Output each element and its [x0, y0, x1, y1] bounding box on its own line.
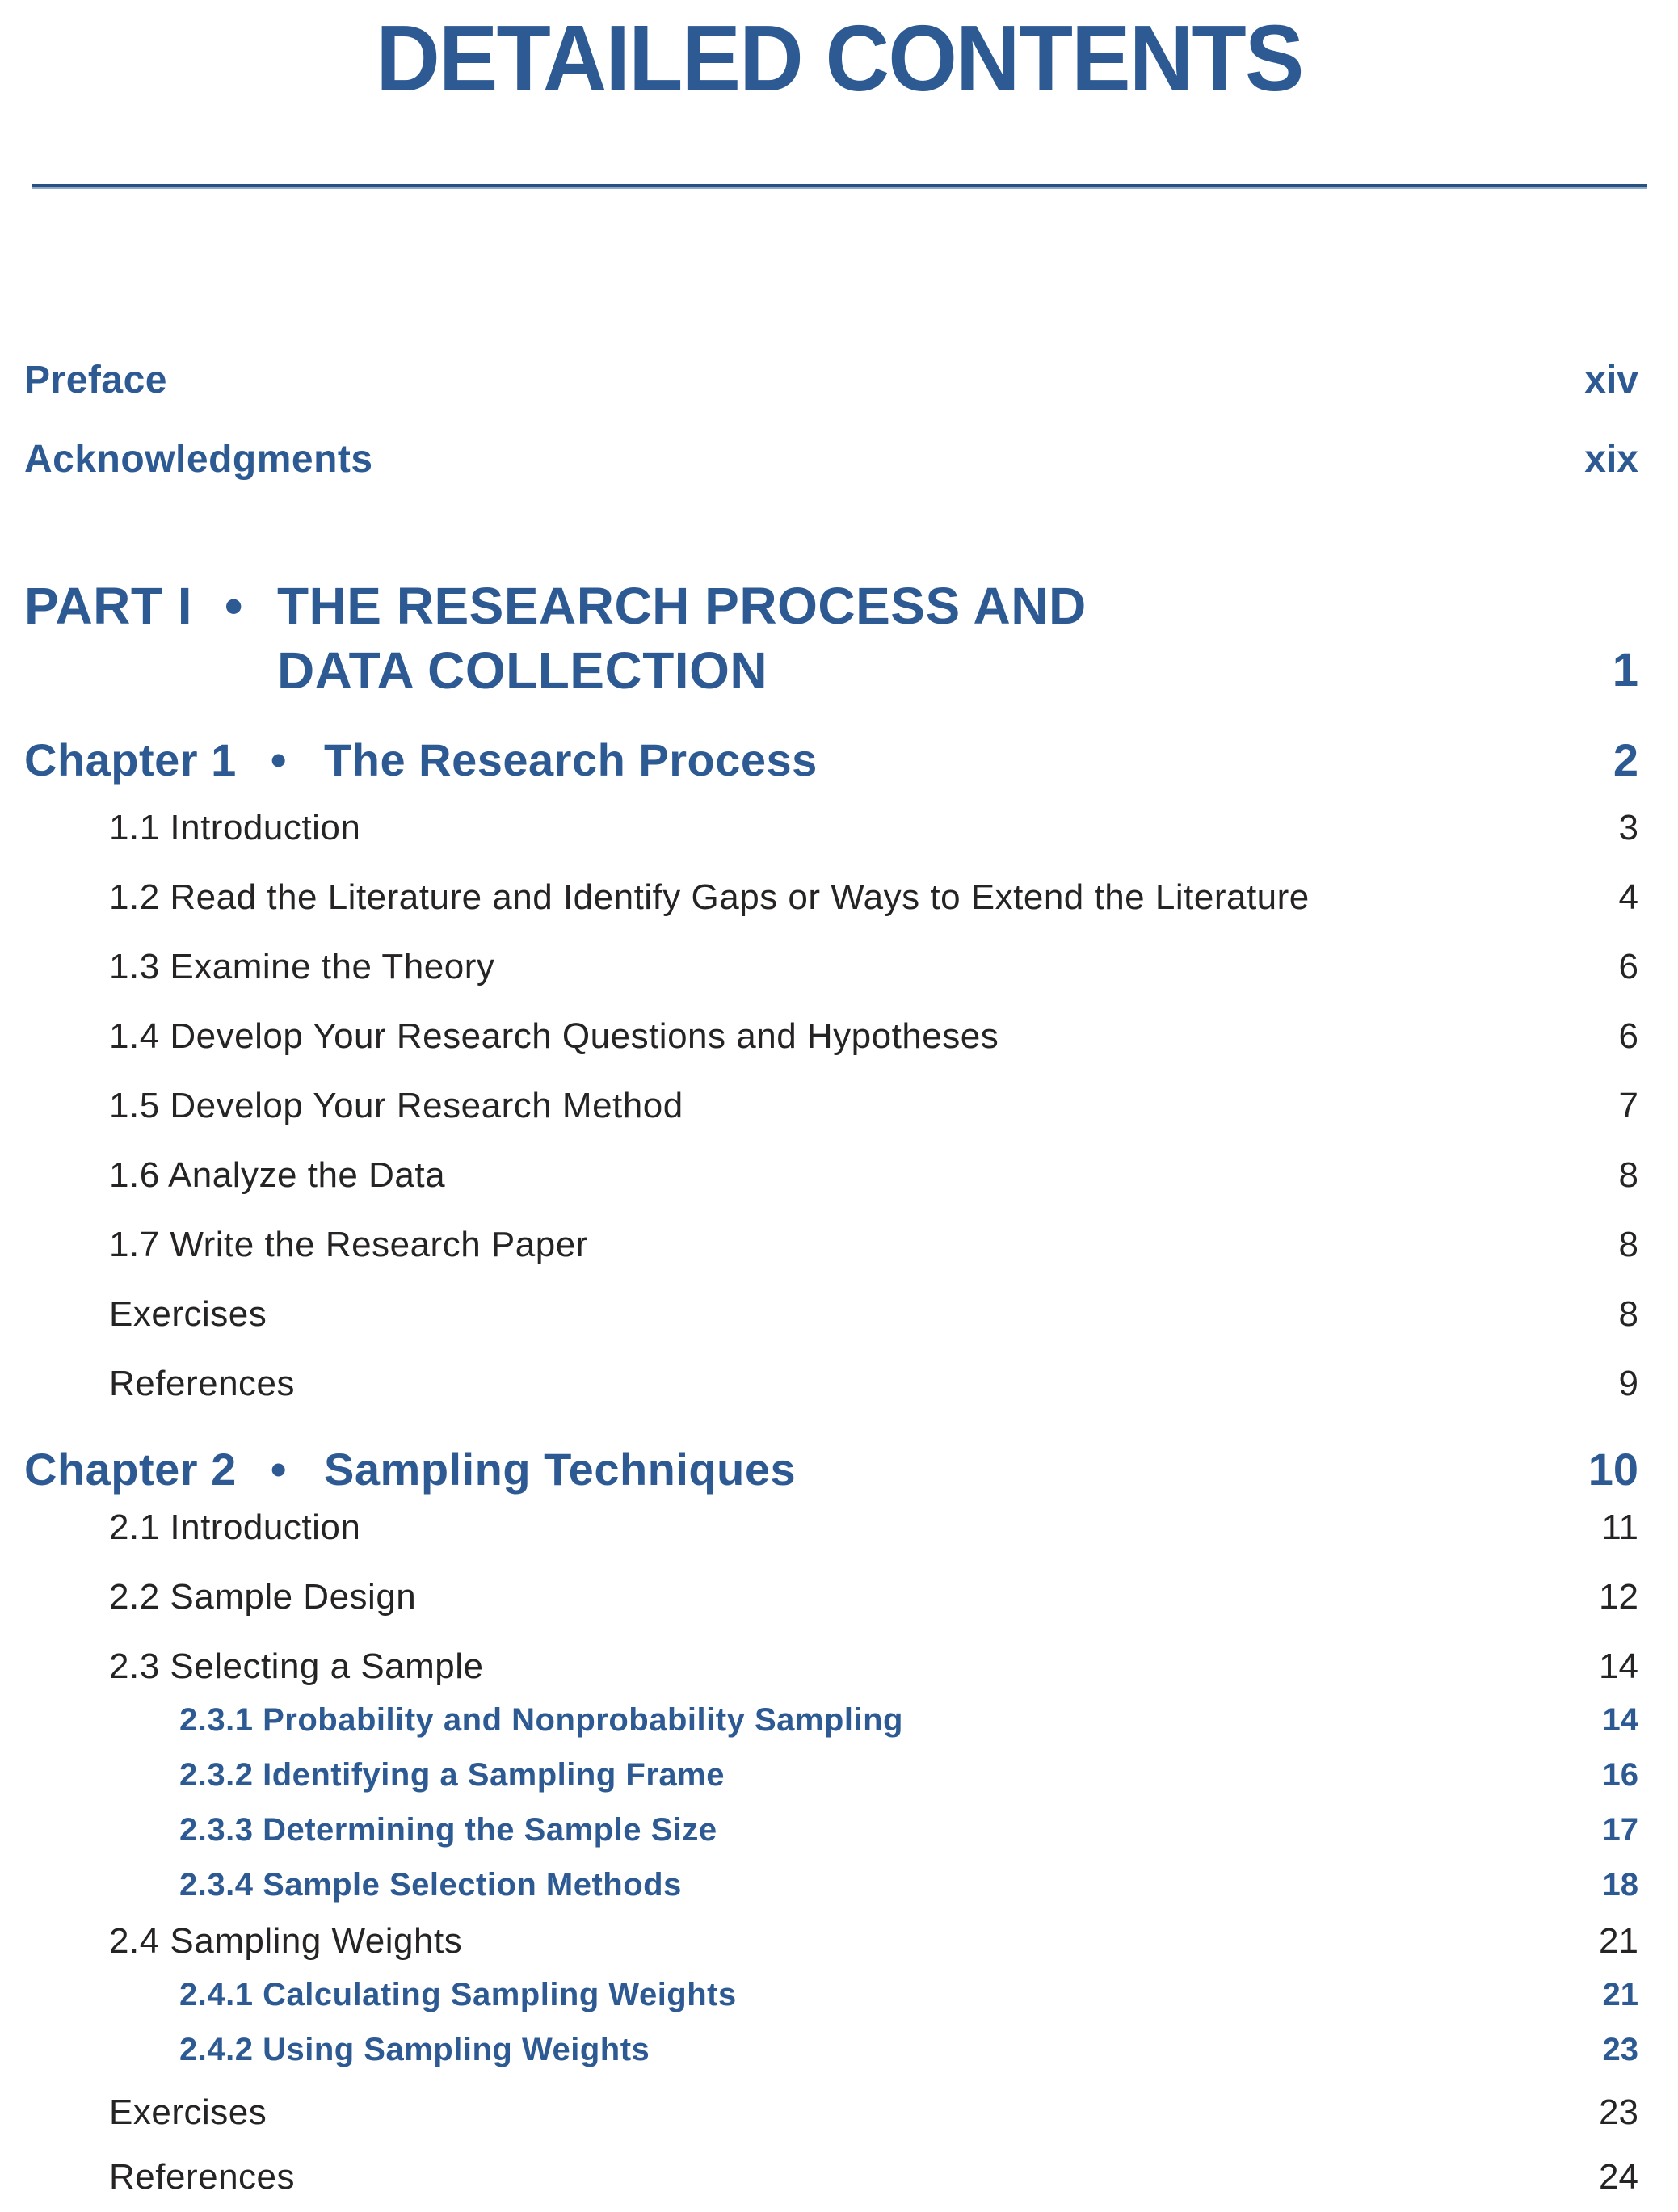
bullet-separator: •: [270, 734, 287, 785]
toc-entry-label: 1.3 Examine the Theory: [109, 947, 495, 986]
toc-entry-2-4[interactable]: [109, 1923, 1638, 1960]
part-heading: [24, 574, 1087, 703]
toc-entry-page: 2: [1613, 734, 1638, 785]
toc-entry-page: 7: [1618, 1086, 1638, 1125]
toc-entry-label: Exercises: [109, 1294, 267, 1334]
toc-entry-page: 3: [1618, 808, 1638, 847]
toc-entry-ch1-references[interactable]: [109, 1365, 1638, 1402]
part-title-line1: THE RESEARCH PROCESS AND: [276, 577, 1087, 635]
toc-entry-label: 1.1 Introduction: [109, 808, 361, 847]
toc-entry-page: 4: [1618, 877, 1638, 917]
toc-entry-page: 14: [1599, 1646, 1638, 1686]
toc-entry-label: 2.3.2 Identifying a Sampling Frame: [179, 1757, 725, 1793]
toc-entry-2-1[interactable]: [109, 1509, 1638, 1546]
toc-entry-ch2-exercises[interactable]: [109, 2094, 1638, 2131]
toc-entry-part-1[interactable]: [24, 574, 1638, 703]
toc-entry-label: References: [109, 1364, 296, 1403]
toc-entry-page: 1: [1612, 644, 1638, 696]
toc-entry-label: 2.3.1 Probability and Nonprobability Sampling: [179, 1702, 903, 1738]
toc-entry-page: 18: [1602, 1867, 1638, 1903]
toc-entry-2-3-1[interactable]: [179, 1703, 1638, 1737]
title-divider: [32, 184, 1647, 189]
chapter-title: The Research Process: [324, 734, 818, 785]
toc-entry-page: xiv: [1584, 359, 1638, 402]
toc-entry-page: 8: [1618, 1225, 1638, 1264]
toc-entry-page: 10: [1588, 1444, 1638, 1495]
bullet-separator: •: [225, 577, 243, 635]
toc-entry-page: 17: [1602, 1812, 1638, 1848]
toc-entry-page: xix: [1584, 438, 1638, 481]
toc-entry-page: 23: [1599, 2092, 1638, 2132]
chapter-title: Sampling Techniques: [324, 1444, 797, 1495]
toc-entry-label: 1.6 Analyze the Data: [109, 1155, 446, 1195]
toc-entry-2-2[interactable]: [109, 1579, 1638, 1616]
toc-entry-1-2[interactable]: [109, 879, 1638, 916]
toc-entry-page: 14: [1602, 1702, 1638, 1738]
toc-entry-2-3[interactable]: [109, 1648, 1638, 1685]
toc-entry-ch2-references[interactable]: [109, 2159, 1638, 2196]
toc-entry-1-5[interactable]: [109, 1087, 1638, 1125]
toc-entry-2-3-2[interactable]: [179, 1758, 1638, 1792]
bullet-separator: •: [270, 1444, 287, 1495]
part-title: [277, 574, 1087, 703]
toc-entry-2-3-4[interactable]: [179, 1868, 1638, 1902]
toc-entry-page: 12: [1599, 1577, 1638, 1617]
toc-entry-page: 9: [1618, 1364, 1638, 1403]
toc-entry-label: Acknowledgments: [24, 438, 373, 481]
toc-entry-page: 16: [1602, 1757, 1638, 1793]
toc-entry-label: 1.2 Read the Literature and Identify Gaps or Ways to Extend the Literature: [109, 877, 1310, 917]
chapter-kicker: Chapter 2: [24, 1444, 237, 1495]
toc-entry-page: 8: [1618, 1294, 1638, 1334]
chapter-heading: [24, 734, 818, 785]
toc-entry-label: 1.5 Develop Your Research Method: [109, 1086, 683, 1125]
toc-entry-label: 2.4.1 Calculating Sampling Weights: [179, 1977, 737, 2012]
toc-entry-label: 2.4.2 Using Sampling Weights: [179, 2032, 650, 2067]
toc-entry-label: 2.4 Sampling Weights: [109, 1921, 463, 1961]
toc-entry-1-3[interactable]: [109, 948, 1638, 986]
toc-entry-label: 2.1 Introduction: [109, 1508, 361, 1547]
toc-entry-preface[interactable]: [24, 360, 1638, 401]
part-kicker: PART I: [24, 577, 193, 635]
toc-entry-label: Exercises: [109, 2092, 267, 2132]
toc-entry-1-6[interactable]: [109, 1157, 1638, 1194]
chapter-kicker: Chapter 1: [24, 734, 237, 785]
toc-entry-label: References: [109, 2157, 296, 2197]
part-title-line2: DATA COLLECTION: [276, 641, 768, 700]
toc-entry-page: 24: [1599, 2157, 1638, 2197]
toc-entry-1-4[interactable]: [109, 1018, 1638, 1055]
toc-entry-label: 2.3.3 Determining the Sample Size: [179, 1812, 717, 1848]
toc-entry-page: 11: [1601, 1508, 1638, 1547]
toc-entry-page: 8: [1618, 1155, 1638, 1195]
toc-entry-page: 21: [1599, 1921, 1638, 1961]
toc-entry-page: 6: [1618, 1016, 1638, 1056]
page-title: [0, 6, 1678, 111]
page-title-text: DETAILED CONTENTS: [375, 6, 1303, 111]
toc-entry-1-7[interactable]: [109, 1226, 1638, 1264]
toc-entry-label: 2.2 Sample Design: [109, 1577, 417, 1617]
toc-entry-2-4-1[interactable]: [179, 1978, 1638, 2012]
toc-entry-label: Preface: [24, 359, 167, 402]
chapter-heading: [24, 1446, 796, 1494]
toc-entry-page: 21: [1602, 1977, 1638, 2012]
toc-entry-2-4-2[interactable]: [179, 2033, 1638, 2067]
toc-entry-chapter-1[interactable]: [24, 734, 1638, 785]
toc-entry-label: 1.7 Write the Research Paper: [109, 1225, 588, 1264]
toc-entry-ch1-exercises[interactable]: [109, 1296, 1638, 1333]
toc-entry-2-3-3[interactable]: [179, 1813, 1638, 1847]
toc-entry-label: 2.3.4 Sample Selection Methods: [179, 1867, 682, 1903]
toc-entry-label: 1.4 Develop Your Research Questions and Hypotheses: [109, 1016, 999, 1056]
toc-entry-page: 23: [1602, 2032, 1638, 2067]
toc-entry-1-1[interactable]: [109, 810, 1638, 847]
toc-entry-chapter-2[interactable]: [24, 1446, 1638, 1494]
toc-entry-acknowledgments[interactable]: [24, 439, 1638, 480]
toc-entry-page: 6: [1618, 947, 1638, 986]
toc-entry-label: 2.3 Selecting a Sample: [109, 1646, 484, 1686]
